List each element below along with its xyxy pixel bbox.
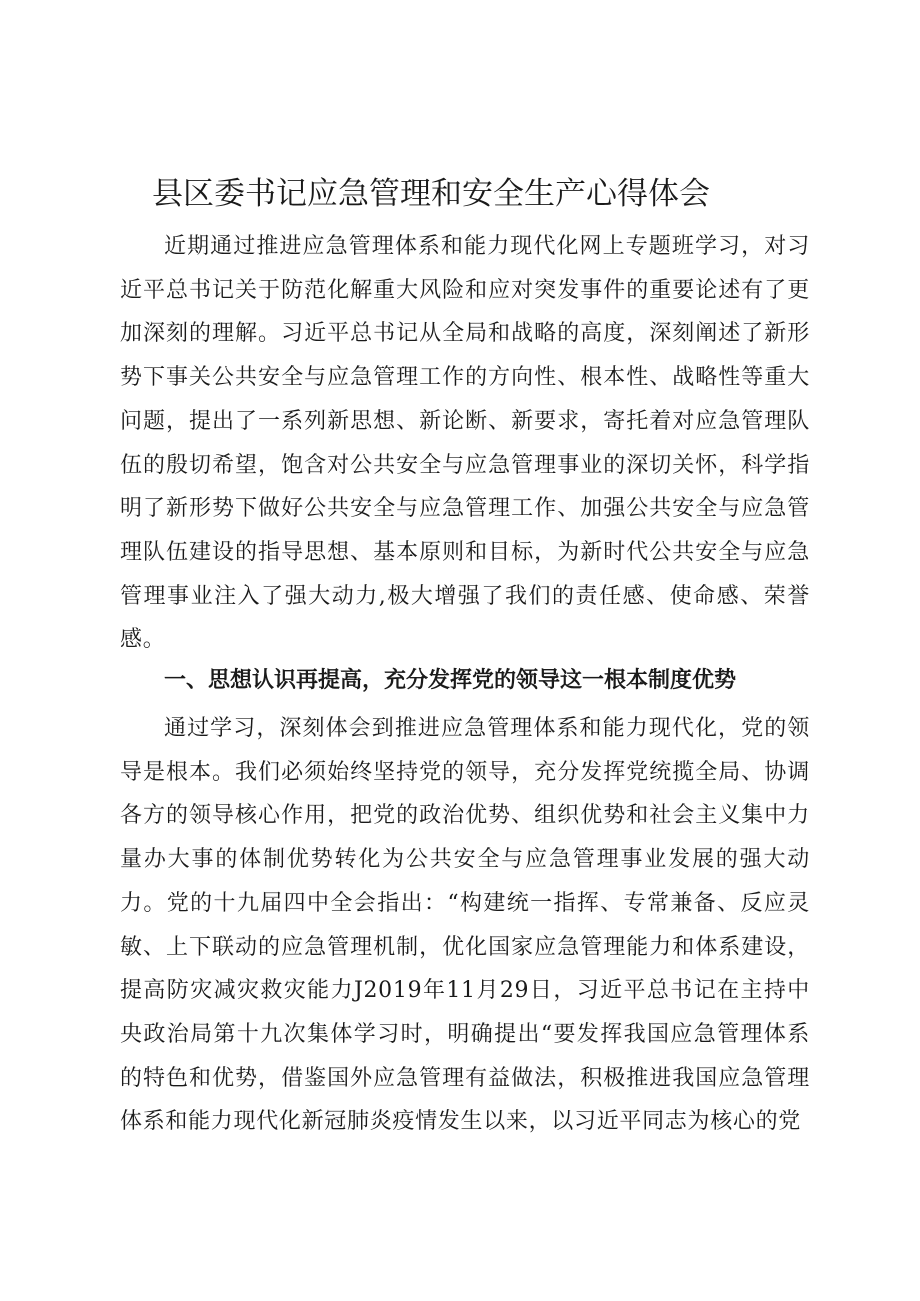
intro-paragraph: 近期通过推进应急管理体系和能力现代化网上专题班学习，对习近平总书记关于防范化解重大风险和应对突发事件的重要论述有了更加深刻的理解。习近平总书记从全局和战略的高度，深刻阐述了新形势下事关公共安全与应急管理工作的方向性、根本性、战略性等重大问题，提出了一系列新思想、新论断、新要求，寄托着对应急管理队伍的殷切希望，饱含对公共安全与应急管理事业的深切关怀，科学指明了新形势下做好公共安全与应急管理工作、加强公共安全与应急管理队伍建设的指导思想、基本原则和目标，为新时代公共安全与应急管理事业注入了强大动力,极大增强了我们的责任感、使命感、荣誉感。 (120, 234, 810, 653)
section-heading: 一、思想认识再提高，充分发挥党的领导这一根本制度优势 (164, 668, 737, 693)
document-title: 县区委书记应急管理和安全生产心得体会 (152, 176, 710, 212)
section-paragraph: 通过学习，深刻体会到推进应急管理体系和能力现代化，党的领导是根本。我们必须始终坚持党的领导，充分发挥党统揽全局、协调各方的领导核心作用，把党的政治优势、组织优势和社会主义集中力量办大事的体制优势转化为公共安全与应急管理事业发展的强大动力。党的十九届四中全会指出：“构建统一指挥、专常兼备、反应灵敏、上下联动的应急管理机制，优化国家应急管理能力和体系建设，提高防灾减灾救灾能力J2019年11月29日，习近平总书记在主持中央政治局第十九次集体学习时，明确提出“要发挥我国应急管理体系的特色和优势，借鉴国外应急管理有益做法，积极推进我国应急管理体系和能力现代化新冠肺炎疫情发生以来，以习近平同志为核心的党 (120, 716, 810, 1135)
